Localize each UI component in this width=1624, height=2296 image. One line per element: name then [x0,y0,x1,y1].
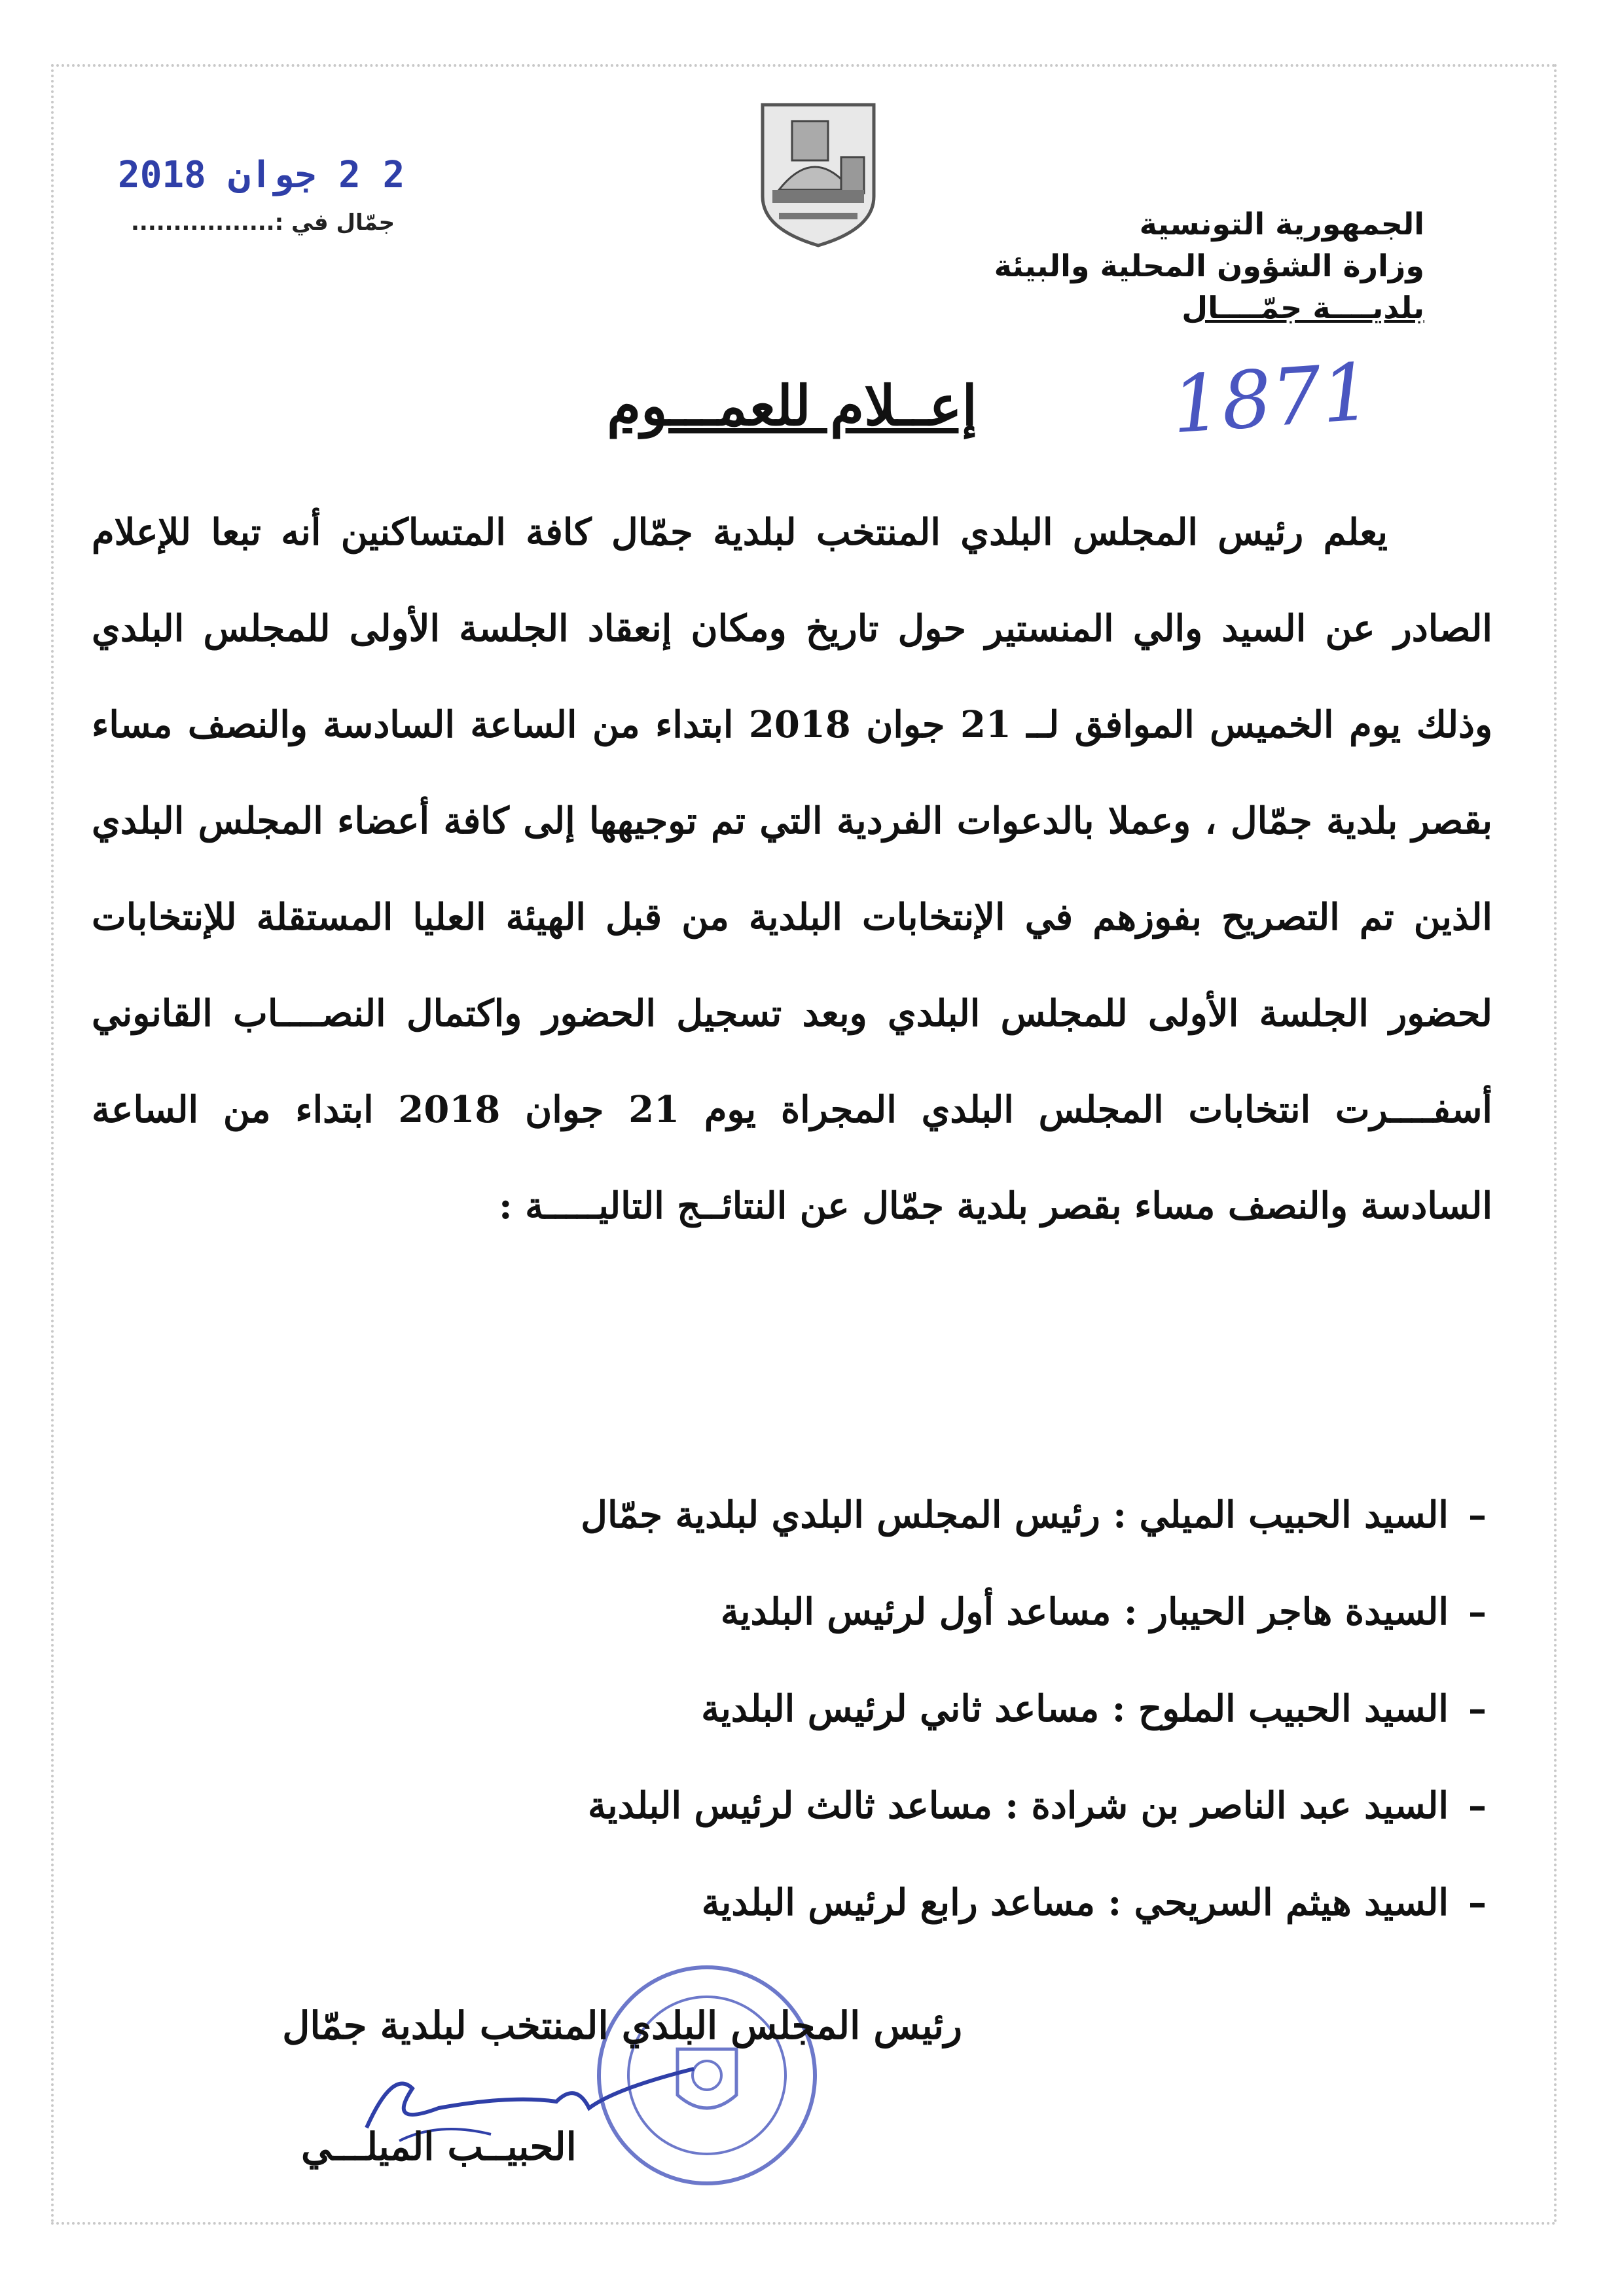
list-item [581,1467,1487,1563]
list-marker: – [1468,1493,1487,1537]
signatory-name: الحبيــب الميلـــي [301,2124,577,2169]
result-entry: السيد الحبيب الملوح : مساعد ثاني لرئيس البلدية [701,1687,1449,1730]
list-marker: – [1468,1687,1487,1730]
election-results-list [581,1467,1487,1951]
list-item [581,1854,1487,1951]
issuer-header [994,203,1424,329]
result-entry: السيد هيثم السريحي : مساعد رابع لرئيس البلدية [701,1881,1449,1924]
header-line-municipality: بلديــــة جمّــــال [1182,290,1424,325]
list-item [581,1563,1487,1660]
result-entry: السيدة هاجر الحيبار : مساعد أول لرئيس البلدية [720,1590,1449,1633]
list-marker: – [1468,1881,1487,1924]
body-paragraph: يعلم رئيس المجلس البلدي المنتخب لبلدية جمّال كافة المتساكنين أنه تبعا للإعلام الصادر عن السيد والي المنستير حول تاريخ ومكان إنعقاد الجلسة الأولى للمجلس البلدي وذلك يوم الخميس الموافق لــ 21 جوان 2018 ابتداء من الساعة السادسة والنصف مساء بقصر بلدية جمّال ، وعملا بالدعوات الفردية التي تم توجيهها إلى كافة أعضاء المجلس البلدي الذين تم التصريح بفوزهم في الإنتخابات البلدية من قبل الهيئة العليا المستقلة للإنتخابات لحضور الجلسة الأولى للمجلس البلدي وبعد تسجيل الحضور واكتمال النصــــاب القانوني أسفــــرت انتخابات المجلس البلدي المجراة يوم 21 جوان 2018 ابتداء من الساعة السادسة والنصف مساء بقصر بلدية جمّال عن النتائــج التاليـــــة : [92,511,1492,1228]
list-item [581,1757,1487,1854]
result-entry: السيد الحبيب الميلي : رئيس المجلس البلدي لبلدية جمّال [581,1493,1449,1537]
municipality-logo [753,98,884,249]
header-line-republic: الجمهورية التونسية [1139,206,1424,242]
list-marker: – [1468,1784,1487,1827]
list-item [581,1660,1487,1757]
document-title: إعــلام للعمـــوم [607,373,977,438]
place-date-line: جمّال في :................. [131,210,395,236]
announcement-body [92,484,1492,1254]
signatory-title: رئيس المجلس البلدي المنتخب لبلدية جمّال [282,2003,962,2048]
handwritten-reference-number: 1871 [1168,346,1375,452]
header-line-ministry: وزارة الشؤون المحلية والبيئة [994,248,1424,283]
date-stamp: 2 2 جوان 2018 [118,154,405,196]
result-entry: السيد عبد الناصر بن شرادة : مساعد ثالث لرئيس البلدية [587,1784,1449,1827]
list-marker: – [1468,1590,1487,1633]
